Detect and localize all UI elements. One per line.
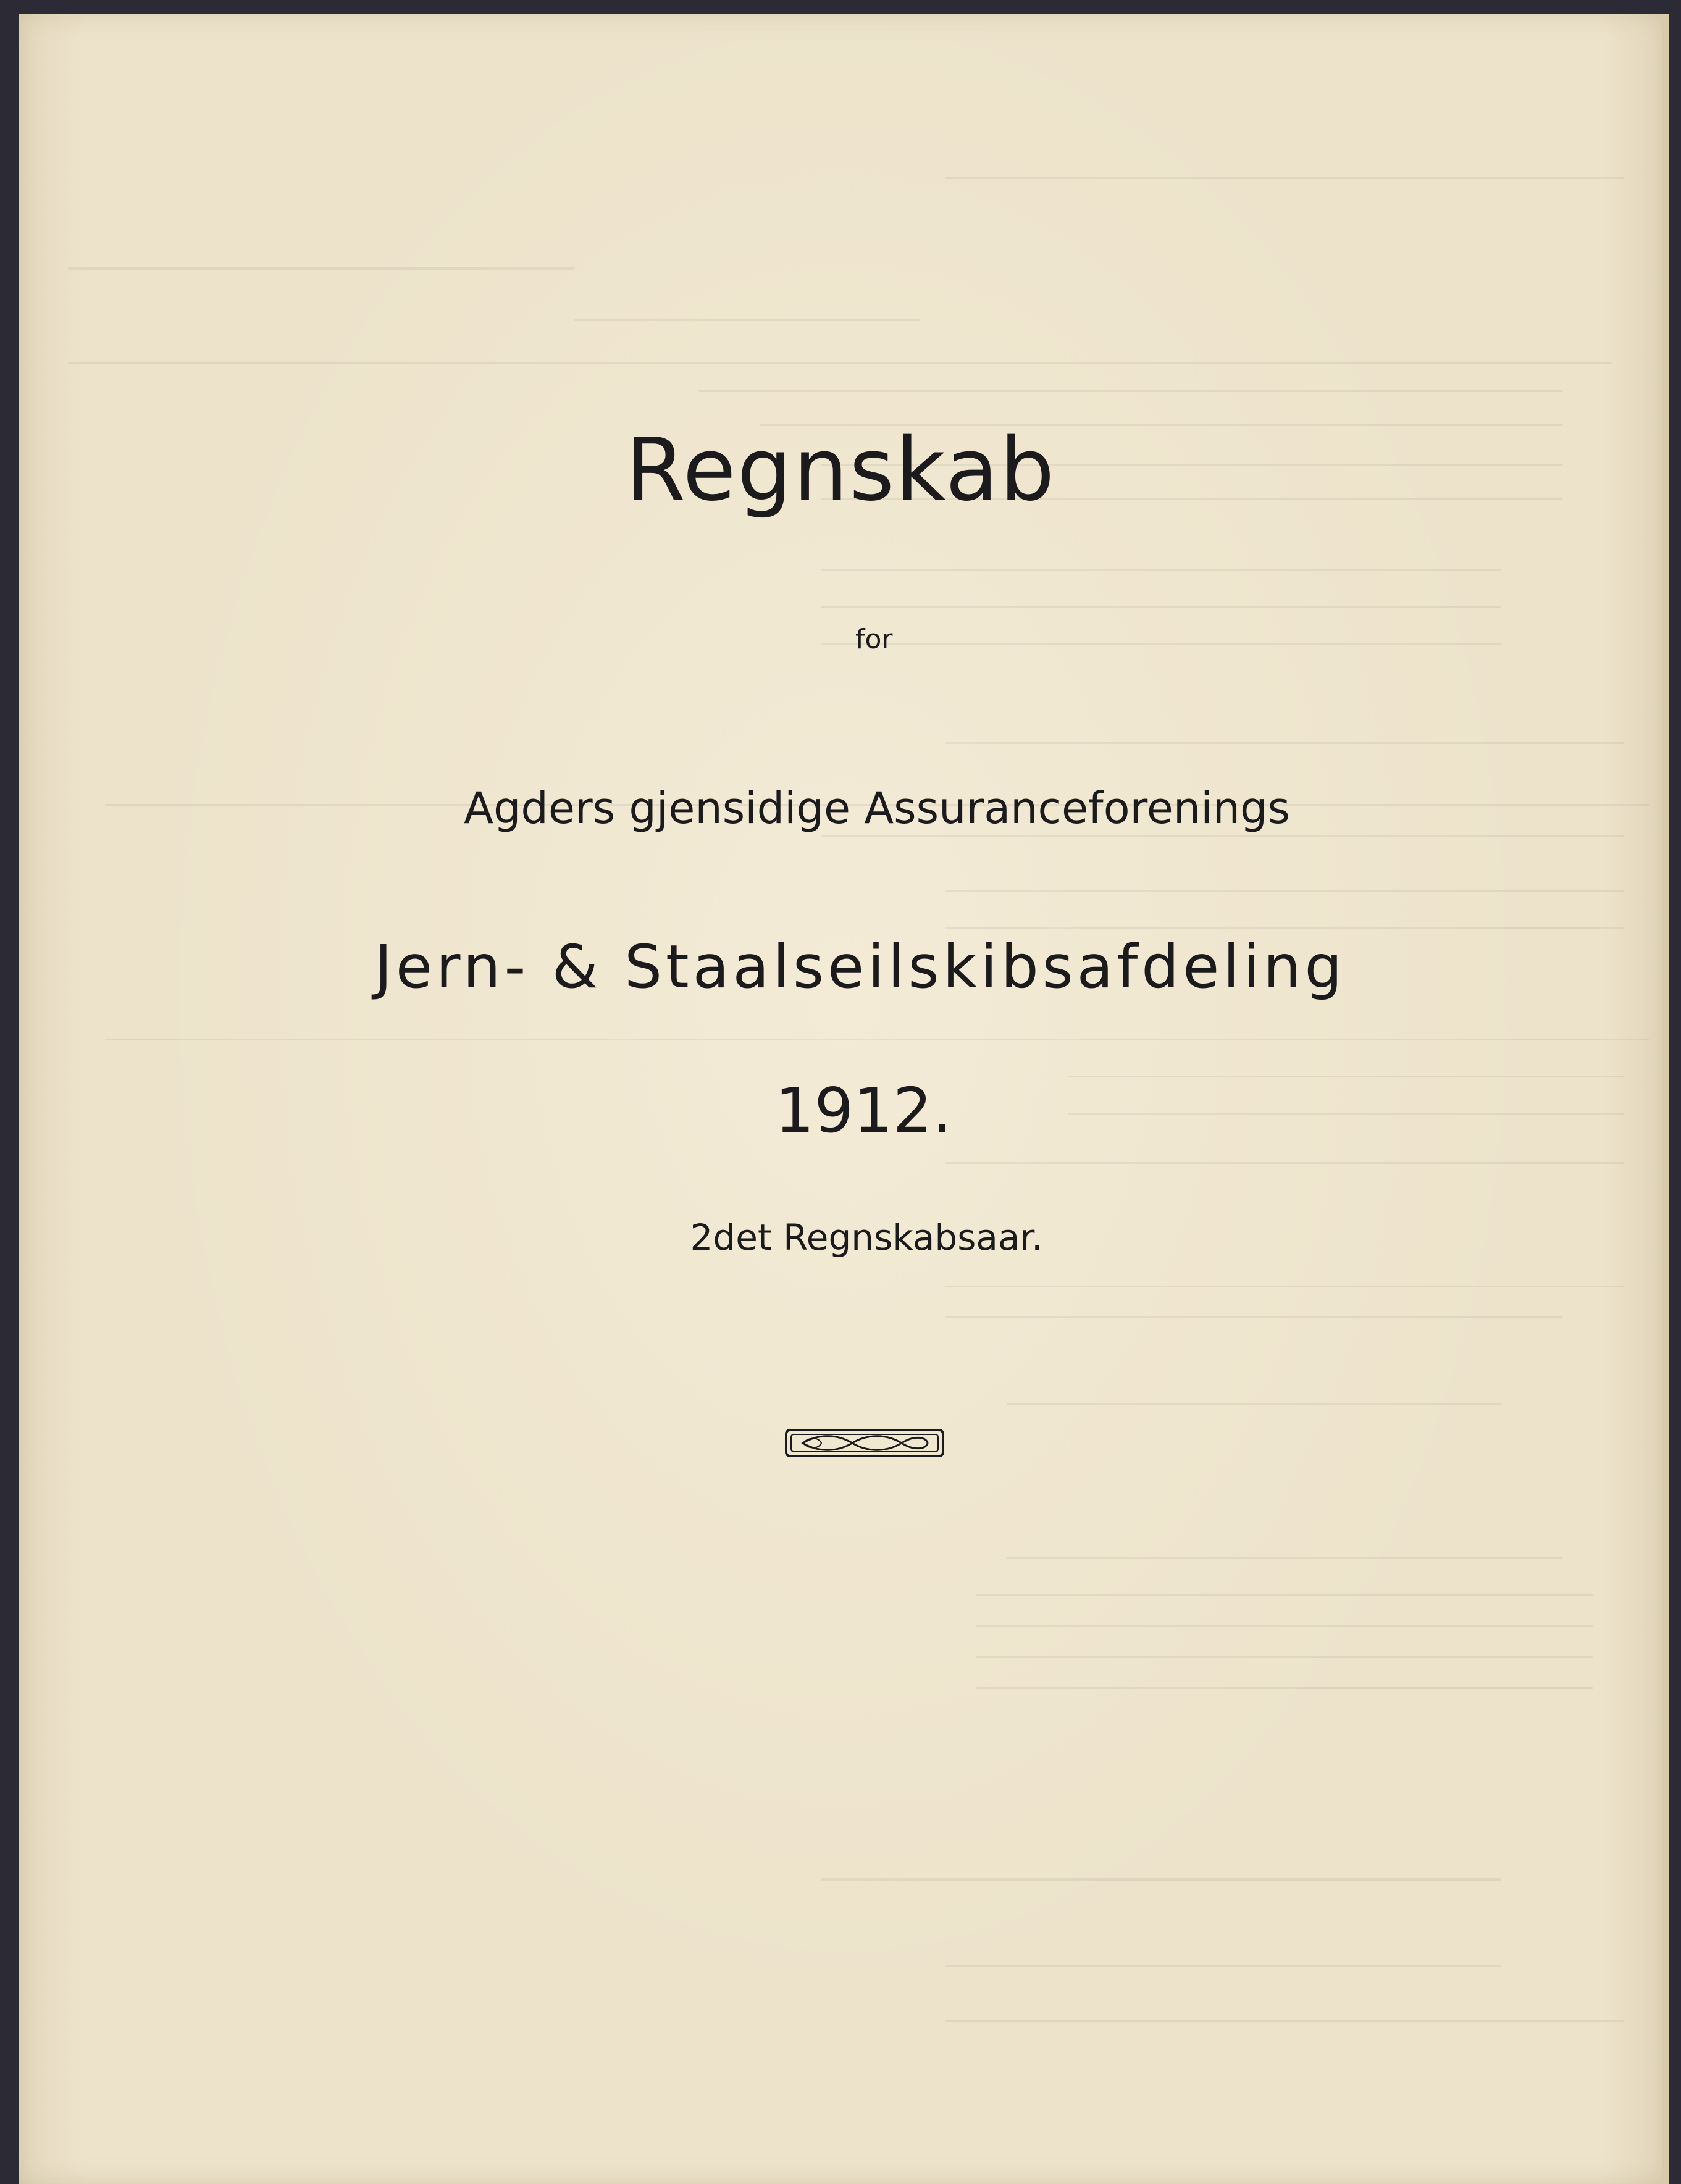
bleed-through-line: [68, 362, 1612, 364]
bleed-through-line: [976, 1687, 1593, 1689]
decorative-knot-ornament-icon: [784, 1428, 945, 1458]
bleed-through-line: [945, 890, 1624, 892]
accounting-year: 1912.: [774, 1074, 952, 1147]
bleed-through-line: [698, 390, 1562, 392]
bleed-through-line: [945, 927, 1624, 929]
bleed-through-line: [574, 319, 920, 321]
bleed-through-line: [1007, 1403, 1501, 1405]
bleed-through-line: [945, 1965, 1501, 1967]
department-name: Jern- & Staalseilskibsafdeling: [374, 932, 1346, 1002]
bleed-through-line: [821, 606, 1501, 608]
bleed-through-line: [945, 177, 1624, 179]
bleed-through-line: [945, 1162, 1624, 1164]
bleed-through-line: [1068, 1113, 1624, 1115]
paper-edge: [1662, 14, 1669, 2184]
preposition-text: for: [855, 624, 893, 655]
bleed-through-line: [1068, 1076, 1624, 1077]
page-title: Regnskab: [625, 420, 1056, 521]
bleed-through-line: [945, 742, 1624, 744]
bleed-through-line: [945, 1286, 1624, 1287]
bleed-through-line: [976, 1656, 1593, 1658]
bleed-through-line: [945, 2020, 1624, 2022]
bleed-through-line: [976, 1594, 1593, 1596]
association-name: Agders gjensidige Assuranceforenings: [464, 783, 1290, 834]
bleed-through-line: [68, 267, 574, 270]
bleed-through-line: [821, 569, 1501, 571]
bleed-through-line: [976, 1625, 1593, 1627]
bleed-through-line: [1007, 1557, 1562, 1559]
accounting-period-subtitle: 2det Regnskabsaar.: [690, 1216, 1043, 1258]
bleed-through-line: [945, 1316, 1562, 1318]
bleed-through-line: [821, 1878, 1501, 1881]
bleed-through-line: [105, 1039, 1649, 1040]
bleed-through-line: [821, 835, 1624, 837]
bleed-through-line: [821, 643, 1501, 645]
